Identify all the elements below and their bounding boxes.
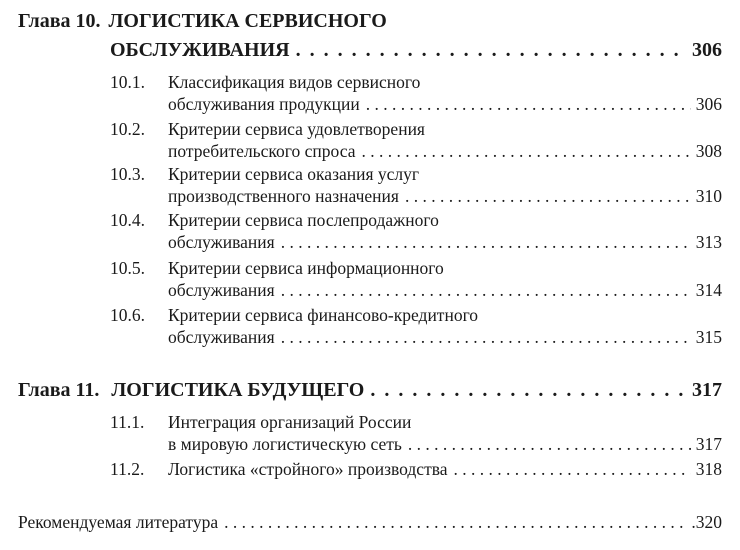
section-page: 313 [695,232,722,252]
bibliography-label: Рекомендуемая литература [18,512,219,532]
section-title-line1: Критерии сервиса информационного [168,258,444,278]
section-title-line1: Критерии сервиса удовлетворения [168,119,425,139]
section-title-line1: Критерии сервиса финансово-кредитного [168,305,479,325]
chapter-10-title-line2: ОБСЛУЖИВАНИЯ [110,39,290,61]
section-number: 10.3. [110,164,145,184]
dot-leader [454,459,691,480]
section-number: 10.4. [110,210,145,230]
section-page: 310 [695,186,722,206]
dot-leader [366,94,691,115]
section-page: 317 [695,434,722,454]
section-title: Логистика «стройного» производства [168,459,448,479]
section-title-line2: в мировую логистическую сеть [168,434,402,454]
dot-leader [224,512,686,533]
chapter-11-title: ЛОГИСТИКА БУДУЩЕГО [111,379,365,401]
section-number: 10.5. [110,258,145,278]
section-page: 306 [695,94,722,114]
section-title-line2: производственного назначения [168,186,399,206]
bibliography-page: .320 [691,512,722,532]
section-number: 11.1. [110,412,145,432]
dot-leader [281,280,691,301]
section-number: 11.2. [110,459,145,479]
section-page: 315 [695,327,722,347]
section-title-line2: обслуживания продукции [168,94,360,114]
section-title-line1: Критерии сервиса оказания услуг [168,164,420,184]
dot-leader [361,141,690,162]
dot-leader [408,434,691,455]
section-title-line2: обслуживания [168,232,275,252]
chapter-10-page: 306 [692,39,722,61]
section-page: 308 [695,141,722,161]
section-number: 10.6. [110,305,145,325]
chapter-10-label: Глава 10. [18,10,101,32]
section-number: 10.1. [110,72,145,92]
chapter-10-title-line1: ЛОГИСТИКА СЕРВИСНОГО [108,10,387,32]
dot-leader [281,232,691,253]
section-title-line2: потребительского спроса [168,141,356,161]
chapter-11-page: 317 [692,379,722,401]
section-title-line1: Интеграция организаций России [168,412,412,432]
section-title-line2: обслуживания [168,327,275,347]
section-number: 10.2. [110,119,145,139]
chapter-11-label: Глава 11. [18,379,100,401]
section-page: 314 [695,280,722,300]
dot-leader [370,379,687,402]
section-title-line2: обслуживания [168,280,275,300]
dot-leader [281,327,691,348]
section-title-line1: Классификация видов сервисного [168,72,421,92]
section-page: 318 [695,459,722,479]
section-title-line1: Критерии сервиса послепродажного [168,210,439,230]
dot-leader [405,186,691,207]
dot-leader [296,39,687,62]
